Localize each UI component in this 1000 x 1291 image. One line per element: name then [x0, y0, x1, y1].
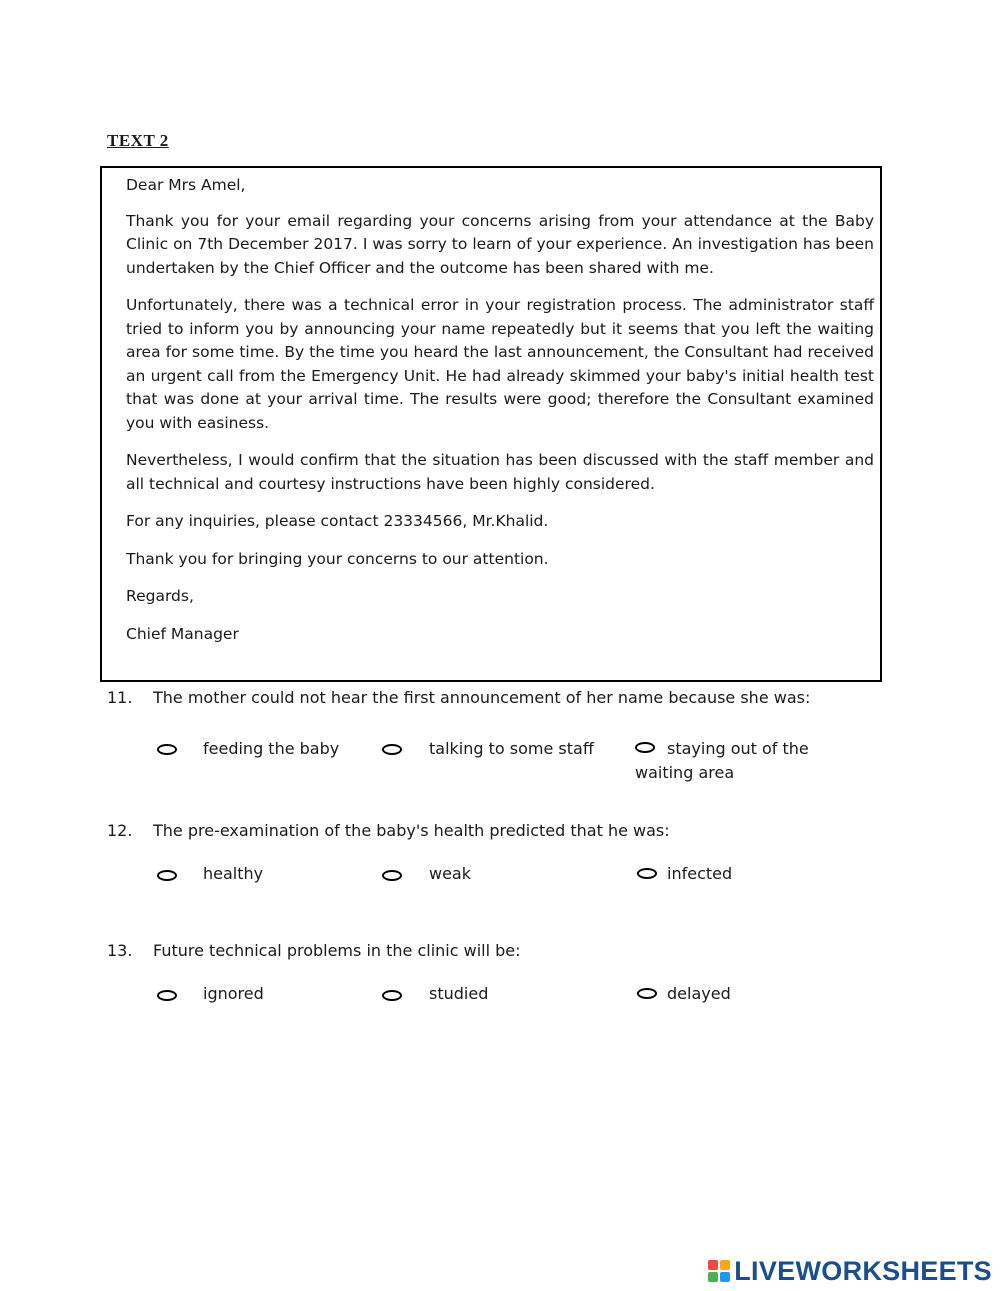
- question-number: 12.: [107, 821, 133, 840]
- radio-option-q13-b[interactable]: [382, 990, 402, 1001]
- radio-option-q12-b[interactable]: [382, 870, 402, 881]
- question-11: [107, 686, 867, 710]
- page-heading: TEXT 2: [107, 131, 169, 150]
- radio-option-q12-c[interactable]: [637, 868, 657, 879]
- question-text: The mother could not hear the first announcement of her name because she was:: [153, 688, 811, 707]
- radio-option-q13-c[interactable]: [637, 988, 657, 999]
- radio-option-q11-b[interactable]: [382, 744, 402, 755]
- logo-text: LIVEWORKSHEETS: [734, 1255, 992, 1286]
- option-label: studied: [429, 984, 489, 1003]
- option-label: ignored: [203, 984, 264, 1003]
- radio-option-q11-a[interactable]: [157, 744, 177, 755]
- option-label: delayed: [667, 984, 731, 1003]
- option-label: staying out of the waiting area: [635, 739, 809, 782]
- liveworksheets-logo-icon: [708, 1260, 730, 1282]
- letter-paragraph-5: Thank you for bringing your concerns to our attention.: [126, 549, 549, 568]
- question-13: [107, 939, 867, 963]
- option-label: talking to some staff: [429, 739, 594, 758]
- letter-box: [100, 166, 882, 682]
- letter-closing: Regards,: [126, 587, 194, 605]
- option-label: healthy: [203, 864, 264, 883]
- question-text: The pre-examination of the baby's health predicted that he was:: [153, 821, 670, 840]
- question-number: 11.: [107, 688, 133, 707]
- liveworksheets-logo[interactable]: [708, 1255, 992, 1287]
- option-label: infected: [667, 864, 733, 883]
- letter-paragraph-1: Thank you for your email regarding your concerns arising from your attendance at the Baby Clinic on 7th December 2017. I was sorry to learn of your experience. An investigation has been undertaken by the Chief Officer and the outcome has been shared with me.: [126, 211, 874, 277]
- letter-paragraph-3: Nevertheless, I would confirm that the situation has been discussed with the staff member and all technical and courtesy instructions have been highly considered.: [126, 451, 874, 493]
- letter-paragraph-4: For any inquiries, please contact 23334566, Mr.Khalid.: [126, 512, 549, 530]
- option-label: feeding the baby: [203, 739, 340, 758]
- radio-option-q12-a[interactable]: [157, 870, 177, 881]
- letter-paragraph-2: Unfortunately, there was a technical error in your registration process. The administrator staff tried to inform you by announcing your name repeatedly but it seems that you left the waiting area for some time. By the time you heard the last announcement, the Consultant had received an urgent call from the Emergency Unit. He had already skimmed your baby's initial health test that was done at your arrival time. The results were good; therefore the Consultant examined you with easiness.: [126, 296, 874, 432]
- radio-option-q13-a[interactable]: [157, 990, 177, 1001]
- question-text: Future technical problems in the clinic will be:: [153, 941, 521, 960]
- option-label: weak: [429, 864, 471, 883]
- letter-signature: Chief Manager: [126, 624, 239, 643]
- question-12: [107, 819, 867, 843]
- question-number: 13.: [107, 941, 133, 960]
- letter-salutation: Dear Mrs Amel,: [126, 176, 246, 194]
